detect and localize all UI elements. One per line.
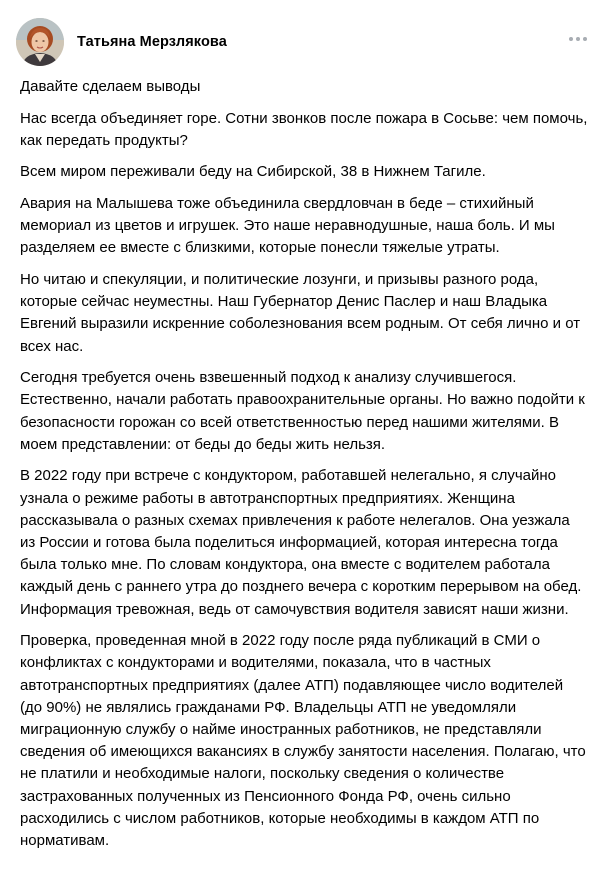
avatar-photo-icon: [16, 18, 64, 66]
more-options-button[interactable]: [559, 29, 587, 49]
author-name[interactable]: Татьяна Мерзлякова: [77, 34, 227, 50]
more-dot: [576, 37, 580, 41]
post-paragraph: Но читаю и спекуляции, и политические лозунги, и призывы разного рода, которые сейчас неуместны. Наш Губернатор Денис Паслер и наш Владыка Евгений выразили искренние соболезнования всем родным. От себя лично и от всех нас.: [20, 270, 581, 355]
post-paragraph: В 2022 году при встрече с кондуктором, работавшей нелегально, я случайно узнала о режиме работы в автотранспортных предприятиях. Женщина рассказывала о разных схемах привлечения к работе нелегалов. Она уезжала из России и готова была поделиться информацией, которая интересна тогда была только мне. По словам кондуктора, она вместе с водителем работала каждый день с раннего утра до позднего вечера с коротким перерывом на обед. Информация тревожная, ведь от самочувствия водителя зависят наши жизни.: [20, 467, 582, 618]
post-paragraph: Проверка, проведенная мной в 2022 году после ряда публикаций в СМИ о конфликтах с кондукторами и водителями, показала, что в частных автотранспортных предприятиях (далее АТП) подавляющее число водителей (до 90%) не являлись гражданами РФ. Владельцы АТП не уведомляли миграционную службу о найме иностранных работников, не представляли сведения об имеющихся вакансиях в службу занятости населения. Полагаю, что не платили и необходимые налоги, поскольку сведения о количестве застрахованных полученных из Пенсионного Фонда РФ, очень сильно расходились с числом работников, которые необходимы в каждом АТП по нормативам.: [20, 632, 586, 850]
post-header: [16, 16, 587, 68]
post-text: [20, 76, 588, 862]
post-paragraph: Всем миром переживали беду на Сибирской, 38 в Нижнем Тагиле.: [20, 163, 486, 181]
post-paragraph: Давайте сделаем выводы: [20, 78, 201, 95]
author-avatar[interactable]: [16, 18, 64, 66]
more-dots-icon: [569, 37, 573, 41]
post-paragraph: Сегодня требуется очень взвешенный подход к анализу случившегося. Естественно, начали работать правоохранительные органы. Но важно подойти к безопасности горожан со всей ответственностью перед нашими жителями. В моем представлении: от беды до беды жить нельзя.: [20, 369, 585, 453]
post-paragraph: Авария на Малышева тоже объединила свердловчан в беде – стихийный мемориал из цветов и игрушек. Это наше неравнодушные, наша боль. И мы разделяем ее вместе с близкими, которые понесли тяжелые утраты.: [20, 194, 555, 257]
post-paragraph: Нас всегда объединяет горе. Сотни звонков после пожара в Сосьве: чем помочь, как передать продукты?: [20, 109, 588, 149]
more-dot: [583, 37, 587, 41]
